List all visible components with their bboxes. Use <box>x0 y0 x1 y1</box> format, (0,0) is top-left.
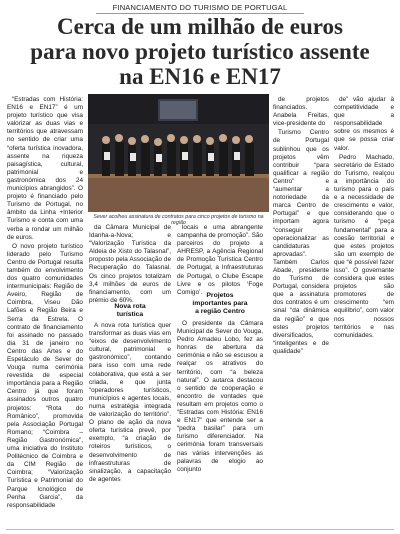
paragraph: de” vão ajudar à competitividade e que a responsabilidade sobre os mesmos é que se possa criar valor. <box>334 96 394 152</box>
headline-line-1: Cerca de um milhão de euros <box>57 14 343 39</box>
paragraph: O presidente da Câmara Municipal de Sever do Vouga, Pedro Amadeu Lobo, fez as honras de abertura da cerimónia e não se escusou a realçar os atrativos do território, com “a beleza natural”. O autarca destacou o sentido de cooperação e encontro de vontades que resultam em projetos como o “Estradas com História: EN16 e EN17” que entende ser a “pedra basilar” para um turismo diferenciador. Na cerimónia foram transversais nas várias intervenções as palavras de elogio ao conjunto <box>177 320 263 473</box>
headline-line-2: para novo projeto turístico assente <box>30 39 370 64</box>
subhead-line: Projetos <box>206 292 234 299</box>
subhead-projetos <box>177 292 263 316</box>
headline <box>8 14 392 89</box>
subhead-line: turística <box>116 311 144 318</box>
paragraph: A nova rota turística quer transformar as duas vias em “eixos de desenvolvimento cultural, patrimonial e gastronómico”, contando para isso com uma rede colaborativa, que está a ser criada, e que junta “operadores turísticos, municípios e agentes locais, numa estratégia integrada de valorização do território”. O plano de ação da nova oferta turística prevê, por exemplo, “a criação de roteiros turísticos, o desenvolvimento de infraestruturas de sinalização, a capacitação de agentes <box>89 322 171 483</box>
paragraph: O novo projeto turístico liderado pelo Turismo Centro de Portugal resulta também do envolvimento dos quatro comunidades intermunicipais: Região de Aveiro, Região de Coimbra, Viseu Dão Lafões e Região Beira e Serra da Estrela. O contrato de financiamento foi assinado no passado dia 31 de janeiro no Centro das Artes e do Espetáculo de Sever do Vouga numa cerimónia revestida de especial importância para a Região Centro já que foram assinados outros quatro projetos: “Rota do Românico”, promovida pela Associação Portugal Romano; “Coimbra – Região Gastronómica”, uma iniciativa do Instituto Politécnico de Coimbra e da CIM Região de Coimbra; “Valorização Turística e Patrimonial do Parque Icnológico de Penha Garcia”, da responsabilidade <box>7 242 83 509</box>
subhead-line: a região Centro <box>195 308 245 315</box>
photo-illustration <box>88 94 269 212</box>
paragraph: Pedro Machado, secretário de Estado do Turismo, realçou a importância do turismo para o país e a necessidade de crescimento e valor, considerando que o turismo é “peça fundamental” para a coesão territorial e que estes projetos são um exemplo de que “é possível fazer isso”. O governante considera que estes projetos são promotores de crescimento “em equilíbrio”, com valor nos nossos territórios e nas comunidades. <box>334 153 394 339</box>
subhead-line: importantes para <box>192 300 248 307</box>
section-kicker: FINANCIAMENTO DO TURISMO DE PORTUGAL <box>112 3 288 12</box>
paragraph: “Estradas com História: EN16 e EN17” é um projeto turístico que visa valorizar as duas vias e territórios que atravessam no sentido de criar uma “oferta turística inovadora, assente na riqueza paisagística, cultural, patrimonial e gastronómica dos 24 municípios abrangidos”. O projeto é financiado pelo Turismo de Portugal, no âmbito da Linha +Interior Turismo e conta com uma verba a rondar um milhão de euros. <box>7 96 83 241</box>
paragraph: Turismo Centro de Portugal sublinhou que os projetos vêm contribuir “para qualificar a região Centro” e “aumentar a notoriedade da marca Centro de Portugal” e que importam agora “conseguir operacionalizar as candidaturas aprovadas”. Também Carlos Abade, presidente do Turismo de Portugal, considera que a assinatura dos contratos é um sinal “da dinâmica da região” e que estes projetos diversificados, “inteligentes e de qualidade” <box>273 129 329 355</box>
paragraph: da Câmara Municipal de Idanha-a-Nova; e “Valorização Turística da Aldeia de Xisto do Talasnal”, proposto pela Associação de Recuperação do Talasnal. Os cinco projetos totalizam 3,4 milhões de euros de financiamento, com um prémio de 60%. <box>89 224 171 304</box>
bottom-rule <box>6 529 394 530</box>
article-column-2b <box>89 322 171 526</box>
paragraph: de projetos financiados. Anabela Freitas, vice-presidente do <box>273 96 329 128</box>
article-column-3b <box>177 320 263 526</box>
headline-line-3: na EN16 e EN17 <box>119 64 281 89</box>
subhead-nova-rota <box>89 303 171 319</box>
photo-caption: Sever acolheu assinatura de contratos para cinco projetos de turismo na região <box>93 214 264 226</box>
article-column-2 <box>89 224 171 302</box>
article-column-6 <box>334 96 394 526</box>
event-photo <box>88 94 269 212</box>
paragraph: locais e uma abrangente campanha de promoção”. São parceiros do projeto a AHRESP, a Agência Regional de Promoção Turística Centro de Portugal, a Infraestruturas de Portugal, o Clube Escape Livre e os pilotos ‘Foge Comigo’. <box>177 224 263 296</box>
article-column-1 <box>7 96 83 526</box>
article-column-5 <box>273 96 329 526</box>
subhead-line: Nova rota <box>114 303 146 310</box>
